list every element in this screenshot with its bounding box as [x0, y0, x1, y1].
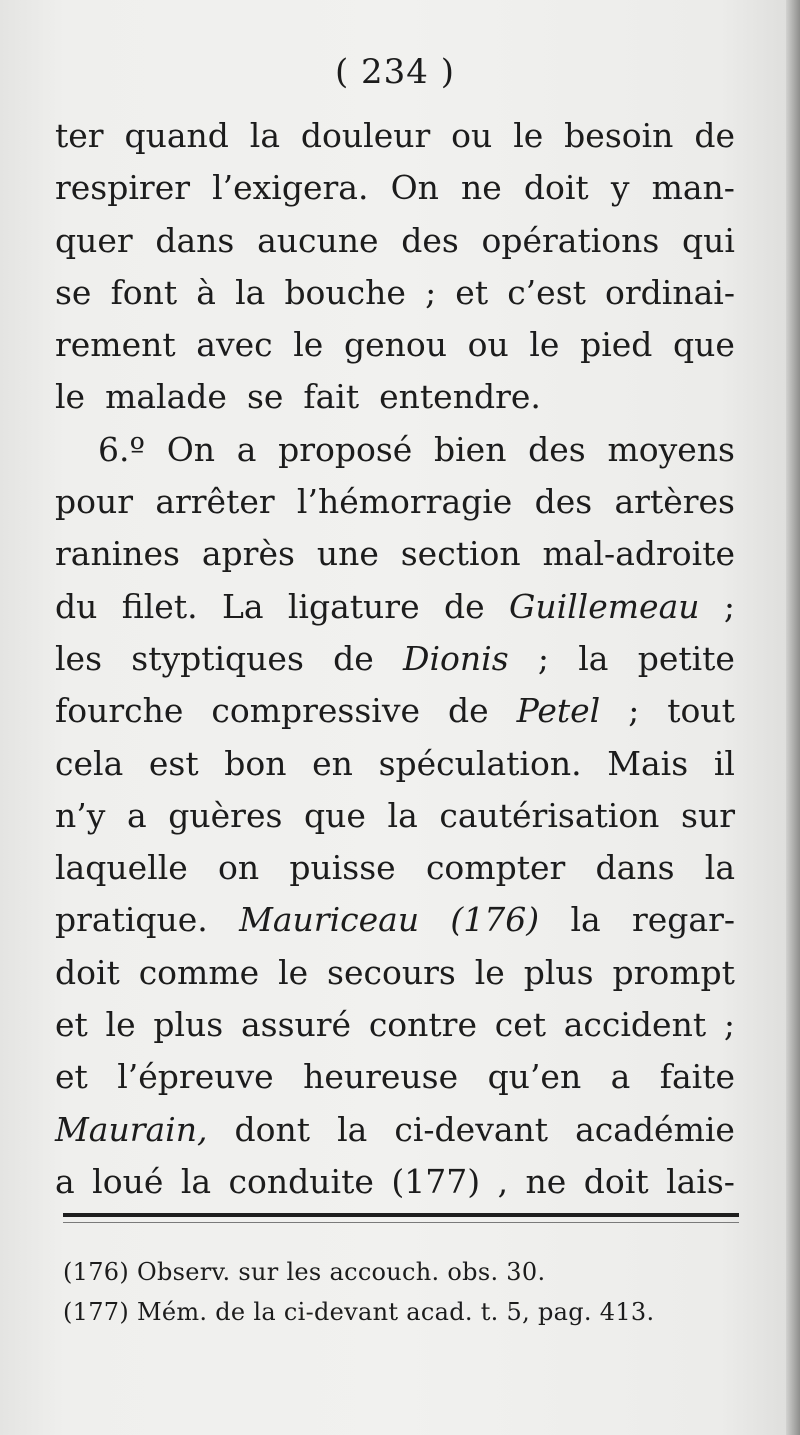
- text-word: se: [246, 377, 284, 417]
- text-word: ;: [723, 586, 735, 626]
- text-word: plus: [523, 952, 594, 992]
- text-word: pratique.: [55, 900, 208, 940]
- text-line: [55, 685, 735, 737]
- text-word: (176): [450, 900, 540, 940]
- text-word: y: [610, 168, 630, 208]
- text-word: ligature: [287, 586, 420, 626]
- text-word: font: [110, 272, 178, 312]
- text-word: l’hémorragie: [296, 482, 513, 522]
- text-line: [55, 790, 735, 842]
- text-word: a: [236, 429, 257, 469]
- footnotes-block: [63, 1252, 753, 1332]
- text-word: il: [713, 743, 735, 783]
- text-word: pour: [55, 482, 134, 522]
- text-word: a: [610, 1057, 631, 1097]
- text-word: Maurain,: [55, 1109, 208, 1149]
- footnote-separator-hairline: [63, 1222, 739, 1223]
- text-word: quand: [124, 116, 229, 155]
- text-word: aucune: [257, 220, 379, 260]
- text-word: conduite: [228, 1161, 374, 1201]
- text-word: ou: [467, 325, 509, 365]
- text-word: se: [55, 272, 92, 312]
- text-word: bouche: [284, 272, 406, 312]
- text-word: On: [390, 168, 439, 208]
- text-word: est: [148, 743, 199, 783]
- text-word: des: [534, 482, 593, 522]
- text-word: bon: [224, 743, 287, 783]
- text-word: genou: [343, 325, 447, 365]
- text-word: la: [235, 272, 266, 312]
- text-word: la: [578, 638, 609, 678]
- text-word: ;: [628, 691, 640, 731]
- text-word: ter: [55, 116, 104, 155]
- text-word: man-: [651, 168, 735, 208]
- text-word: La: [221, 586, 264, 626]
- text-word: loué: [92, 1161, 164, 1201]
- text-line: [55, 842, 735, 894]
- text-word: le: [278, 952, 309, 992]
- page-number: ( 234 ): [334, 52, 456, 92]
- text-word: ranines: [55, 534, 180, 574]
- text-word: malade: [105, 377, 227, 417]
- text-word: entendre.: [379, 377, 541, 417]
- text-word: petite: [637, 638, 735, 678]
- text-word: moyens: [607, 429, 735, 469]
- text-word: qu’en: [487, 1057, 582, 1097]
- text-word: ;: [723, 1005, 735, 1045]
- text-word: cela: [55, 743, 124, 783]
- text-word: le: [474, 952, 505, 992]
- text-word: la: [387, 795, 418, 835]
- text-word: de: [694, 116, 735, 155]
- text-word: faite: [659, 1057, 735, 1097]
- text-word: heureuse: [303, 1057, 459, 1097]
- text-word: Mauriceau: [239, 900, 420, 940]
- text-line: [55, 110, 735, 162]
- text-word: doit: [55, 952, 120, 992]
- main-text-block: [55, 110, 735, 1208]
- text-word: la: [180, 1161, 212, 1201]
- text-word: proposé: [278, 429, 413, 469]
- text-word: douleur: [300, 116, 431, 155]
- text-word: respirer: [55, 168, 190, 208]
- text-line: [55, 476, 735, 528]
- text-word: le: [529, 325, 560, 365]
- text-word: le: [55, 377, 86, 417]
- text-word: n’y: [55, 795, 106, 835]
- text-word: de: [443, 586, 485, 626]
- text-line: [55, 528, 735, 580]
- footnote-176: (176) Observ. sur les accouch. obs. 30.: [63, 1258, 546, 1286]
- text-word: ou: [451, 116, 493, 155]
- text-word: à: [196, 272, 216, 312]
- text-word: en: [312, 743, 353, 783]
- text-line: [55, 999, 735, 1051]
- text-word: ,: [497, 1161, 509, 1201]
- text-word: artères: [614, 482, 735, 522]
- text-line: [55, 319, 735, 371]
- text-word: guères: [168, 795, 283, 835]
- text-word: bien: [434, 429, 507, 469]
- text-word: dans: [595, 848, 675, 888]
- text-word: a: [126, 795, 147, 835]
- text-word: tout: [667, 691, 735, 731]
- text-line: [55, 894, 735, 946]
- text-word: le: [105, 1005, 136, 1045]
- text-word: Guillemeau: [508, 586, 700, 626]
- footnote-177: (177) Mém. de la ci-devant acad. t. 5, pag. 413.: [63, 1298, 655, 1326]
- text-line: [55, 947, 735, 999]
- text-word: Mais: [607, 743, 689, 783]
- text-word: fourche: [55, 691, 184, 731]
- text-word: (177): [391, 1161, 481, 1201]
- text-word: dont: [234, 1109, 311, 1149]
- text-line: [55, 267, 735, 319]
- text-word: les: [55, 638, 103, 678]
- text-word: On: [166, 429, 216, 469]
- text-line: [55, 162, 735, 214]
- text-word: opérations: [481, 220, 660, 260]
- text-word: laquelle: [55, 848, 188, 888]
- text-word: le: [513, 116, 544, 155]
- text-word: avec: [196, 325, 273, 365]
- text-line: [55, 215, 735, 267]
- text-word: compressive: [211, 691, 421, 731]
- text-line: [55, 738, 735, 790]
- text-word: pied: [580, 325, 653, 365]
- text-word: une: [316, 534, 379, 574]
- text-word: la: [249, 116, 281, 155]
- text-word: la: [337, 1109, 368, 1149]
- text-word: la: [570, 900, 601, 940]
- text-word: doit: [583, 1161, 649, 1201]
- text-word: on: [218, 848, 260, 888]
- text-word: ne: [460, 168, 502, 208]
- text-word: ne: [525, 1161, 567, 1201]
- text-word: que: [304, 795, 366, 835]
- text-word: du: [55, 586, 98, 626]
- text-word: plus: [153, 1005, 224, 1045]
- text-word: cet: [494, 1005, 546, 1045]
- text-word: assuré: [240, 1005, 352, 1045]
- text-word: ordinai-: [605, 272, 735, 312]
- text-word: Dionis: [403, 638, 509, 678]
- text-word: et: [455, 272, 489, 312]
- text-line: [55, 1156, 735, 1208]
- text-word: section: [400, 534, 521, 574]
- text-word: quer: [55, 220, 133, 260]
- text-word: 6.º: [98, 429, 146, 469]
- text-word: filet.: [121, 586, 198, 626]
- text-line: [55, 633, 735, 685]
- text-word: rement: [55, 325, 176, 365]
- text-word: que: [673, 325, 735, 365]
- text-line: [55, 371, 735, 423]
- text-word: c’est: [507, 272, 586, 312]
- text-word: comme: [138, 952, 260, 992]
- text-word: besoin: [564, 116, 674, 155]
- text-word: le: [293, 325, 324, 365]
- text-word: l’exigera.: [212, 168, 369, 208]
- text-line: [55, 424, 735, 476]
- text-word: de: [333, 638, 374, 678]
- text-word: des: [528, 429, 586, 469]
- text-word: Petel: [516, 691, 601, 731]
- text-word: académie: [575, 1109, 735, 1149]
- text-word: ;: [537, 638, 549, 678]
- text-word: ci-devant: [394, 1109, 549, 1149]
- text-word: lais-: [666, 1161, 735, 1201]
- text-word: secours: [327, 952, 456, 992]
- text-word: des: [401, 220, 459, 260]
- text-word: accident: [563, 1005, 707, 1045]
- text-word: regar-: [631, 900, 735, 940]
- text-word: styptiques: [131, 638, 304, 678]
- text-line: [55, 1104, 735, 1156]
- text-line: [55, 581, 735, 633]
- text-word: prompt: [612, 952, 735, 992]
- text-word: l’épreuve: [117, 1057, 274, 1097]
- text-word: ;: [425, 272, 437, 312]
- text-word: de: [447, 691, 489, 731]
- text-word: spéculation.: [378, 743, 582, 783]
- text-word: sur: [681, 795, 735, 835]
- text-word: a: [55, 1161, 75, 1201]
- text-word: la: [704, 848, 735, 888]
- text-word: contre: [368, 1005, 477, 1045]
- footnote-separator-rule: [63, 1213, 739, 1217]
- text-word: dans: [155, 220, 235, 260]
- text-word: qui: [682, 220, 735, 260]
- text-word: fait: [303, 377, 360, 417]
- page-edge-shadow: [786, 0, 800, 1435]
- text-word: cautérisation: [439, 795, 660, 835]
- text-line: [55, 1051, 735, 1103]
- text-word: et: [55, 1057, 88, 1097]
- text-word: doit: [523, 168, 589, 208]
- text-word: après: [201, 534, 295, 574]
- text-word: arrêter: [155, 482, 275, 522]
- text-word: puisse: [289, 848, 396, 888]
- text-word: mal-adroite: [542, 534, 735, 574]
- text-word: compter: [425, 848, 566, 888]
- text-word: et: [55, 1005, 88, 1045]
